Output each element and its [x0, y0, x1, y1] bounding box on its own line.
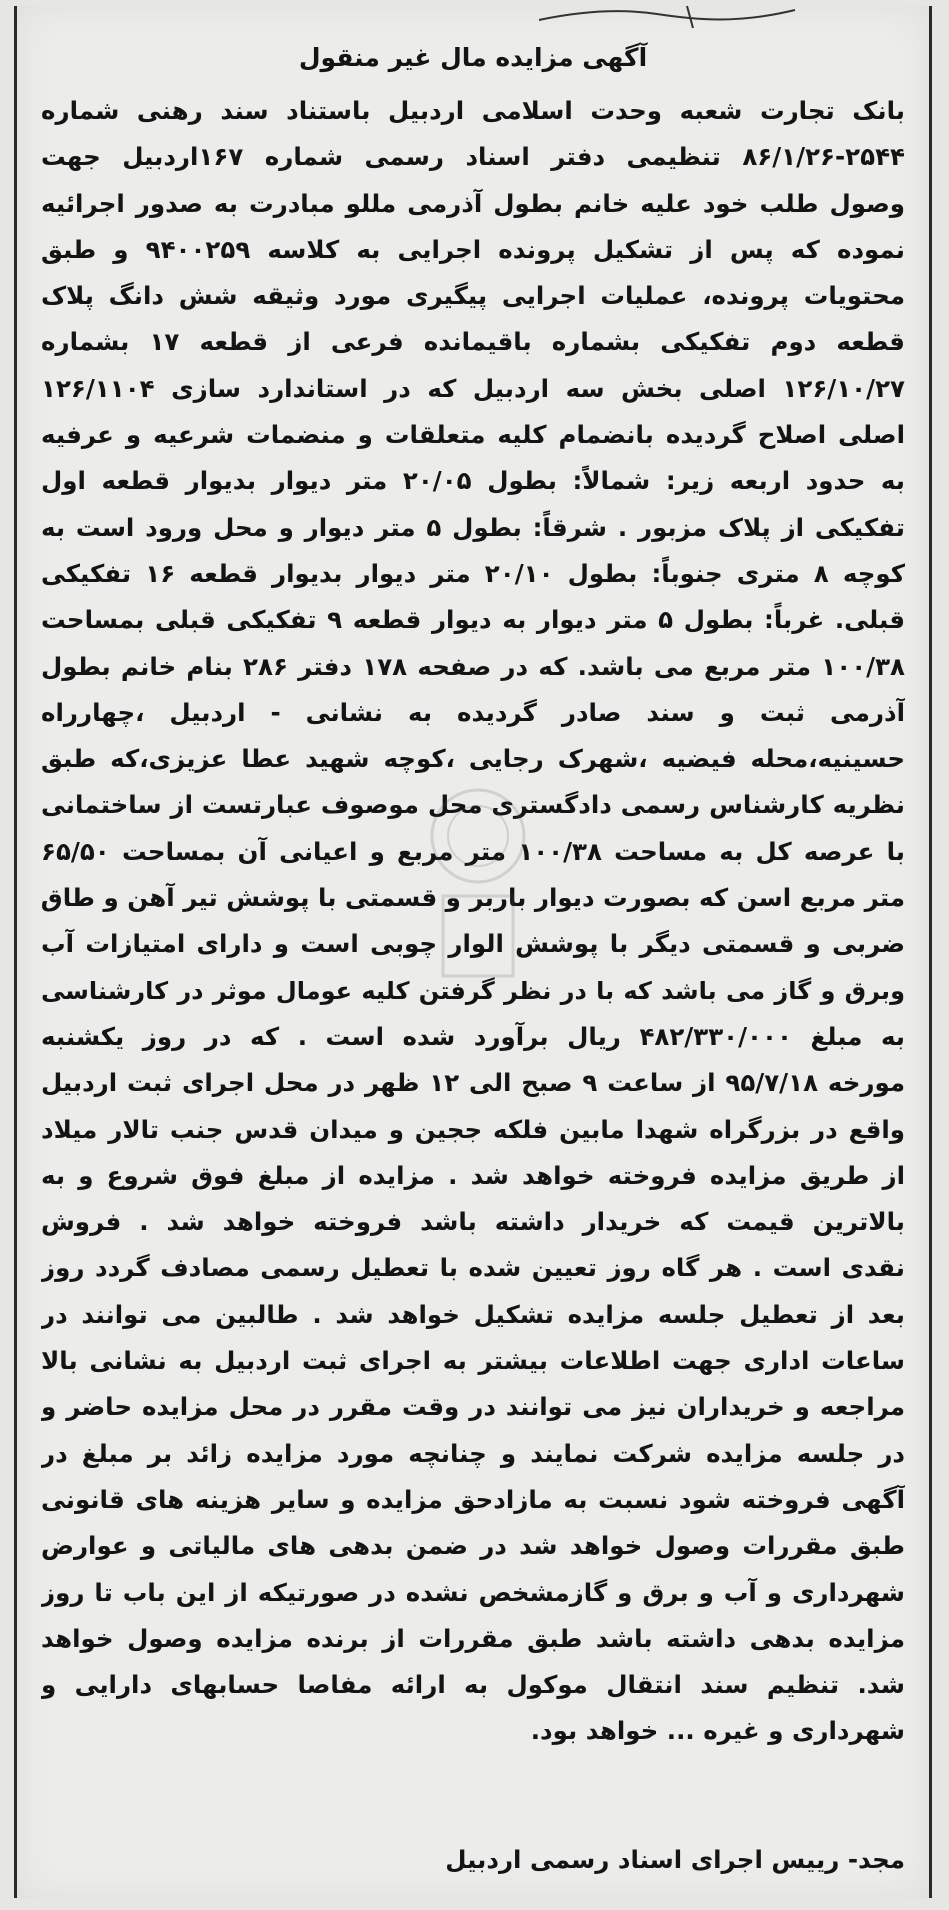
notice-line: کوچه ۸ متری جنوباً: بطول ۲۰/۱۰ متر دیوار بدیوار قطعه ۱۶ تفکیکی [41, 558, 905, 588]
notice-line: ساعات اداری جهت اطلاعات بیشتر به اجرای ثبت اردبیل به نشانی بالا [41, 1346, 905, 1376]
notice-line: نموده که پس از تشکیل پرونده اجرایی به کلاسه ۹۴۰۰۲۵۹ و طبق [41, 234, 905, 264]
notice-line: از طریق مزایده فروخته خواهد شد . مزایده از مبلغ فوق شروع و به [41, 1160, 905, 1190]
notice-line: تفکیکی از پلاک مزبور . شرقاً: بطول ۵ متر دیوار و محل ورود است به [41, 512, 905, 542]
notice-line: در جلسه مزایده شرکت نمایند و چنانچه مورد مزایده زائد بر مبلغ در [41, 1438, 905, 1468]
notice-line: با عرصه کل به مساحت ۱۰۰/۳۸ متر مربع و اعیانی آن بمساحت ۶۵/۵۰ [41, 836, 905, 866]
notice-line: واقع در بزرگراه شهدا مابین فلکه ججین و میدان قدس جنب تالار میلاد [41, 1114, 905, 1144]
notice-line: شهرداری و غیره ... خواهد بود. [530, 1716, 905, 1746]
notice-line: شهرداری و آب و برق و گازمشخص نشده در صورتیکه از این باب تا روز [41, 1577, 905, 1607]
notice-line: بعد از تعطیل جلسه مزایده تشکیل خواهد شد . طالبین می توانند در [41, 1299, 905, 1329]
notice-line: وبرق و گاز می باشد که با در نظر گرفتن کلیه عومال موثر در کارشناسی [41, 976, 905, 1005]
notice-line: حسینیه،محله فیضیه ،شهرک رجایی ،کوچه شهید عطا عزیزی،که طبق [41, 744, 905, 774]
notice-title: آگهی مزایده مال غیر منقول [298, 43, 648, 72]
notice-line: اصلی اصلاح گردیده بانضمام کلیه متعلقات و منضمات شرعیه و عرفیه [41, 420, 905, 450]
notice-line: قطعه دوم تفکیکی بشماره باقیمانده فرعی از قطعه ۱۷ بشماره [41, 327, 905, 357]
notice-line: مورخه ۹۵/۷/۱۸ از ساعت ۹ صبح الی ۱۲ ظهر در محل اجرای ثبت اردبیل [41, 1068, 905, 1098]
notice-line: ضربی و قسمتی دیگر با پوشش الوار چوبی است و دارای امتیازات آب [41, 929, 905, 959]
notice-line: قبلی. غرباً: بطول ۵ متر دیوار به دیوار قطعه ۹ تفکیکی قبلی بمساحت [41, 605, 905, 635]
notice-line: ۸۶/۱/۲۶-۲۵۴۴ تنظیمی دفتر اسناد رسمی شماره ۱۶۷اردبیل جهت [41, 142, 905, 172]
notice-line: طبق مقررات وصول خواهد شد در ضمن بدهی های مالیاتی و عوارض [41, 1531, 905, 1561]
notice-line: مزایده بدهی داشته باشد طبق مقررات از برنده مزایده وصول خواهد [41, 1623, 905, 1653]
stamp-watermark [413, 776, 543, 996]
notice-line: به مبلغ ۴۸۲/۳۳۰/۰۰۰ ریال برآورد شده است . که در روز یکشنبه [41, 1021, 905, 1051]
notice-line: به حدود اربعه زیر: شمالاً: بطول ۲۰/۰۵ متر دیوار بدیوار قطعه اول [41, 466, 905, 496]
notice-line: ۱۲۶/۱۰/۲۷ اصلی بخش سه اردبیل که در استاندارد سازی ۱۲۶/۱۱۰۴ [41, 373, 905, 403]
notice-line: آگهی فروخته شود نسبت به مازادحق مزایده و سایر هزینه های قانونی [41, 1484, 905, 1514]
pen-scribble-mark [537, 2, 797, 32]
notice-line: بالاترین قیمت که خریدار داشته باشد فروخته خواهد شد . فروش [41, 1207, 905, 1237]
signature-line: مجد- رییس اجرای اسناد رسمی اردبیل [445, 1845, 905, 1874]
notice-line: بانک تجارت شعبه وحدت اسلامی اردبیل باستناد سند رهنی شماره [41, 96, 905, 125]
notice-line: شد. تنظیم سند انتقال موکول به ارائه مفاصا حسابهای دارایی و [41, 1670, 905, 1700]
notice-line: محتویات پرونده، عملیات اجرایی پیگیری مورد وثیقه شش دانگ پلاک [41, 281, 905, 311]
notice-line: نظریه کارشناس رسمی دادگستری محل موصوف عبارتست از ساختمانی [41, 790, 905, 820]
notice-line: مراجعه و خریداران نیز می توانند در وقت مقرر در محل مزایده حاضر و [41, 1392, 905, 1422]
notice-line: نقدی است . هر گاه روز تعیین شده با تعطیل رسمی مصادف گردد روز [41, 1253, 905, 1283]
notice-line: متر مربع اسن که بصورت دیوار باربر و قسمتی با پوشش تیر آهن و طاق [41, 883, 905, 913]
notice-line: آذرمی ثبت و سند صادر گردیده به نشانی - اردبیل ،چهارراه [41, 697, 905, 727]
newspaper-clipping [14, 6, 932, 1898]
notice-line: وصول طلب خود علیه خانم بطول آذرمی مللو مبادرت به صدور اجرائیه [41, 188, 905, 218]
notice-line: ۱۰۰/۳۸ متر مربع می باشد. که در صفحه ۱۷۸ دفتر ۲۸۶ بنام خانم بطول [41, 651, 905, 681]
